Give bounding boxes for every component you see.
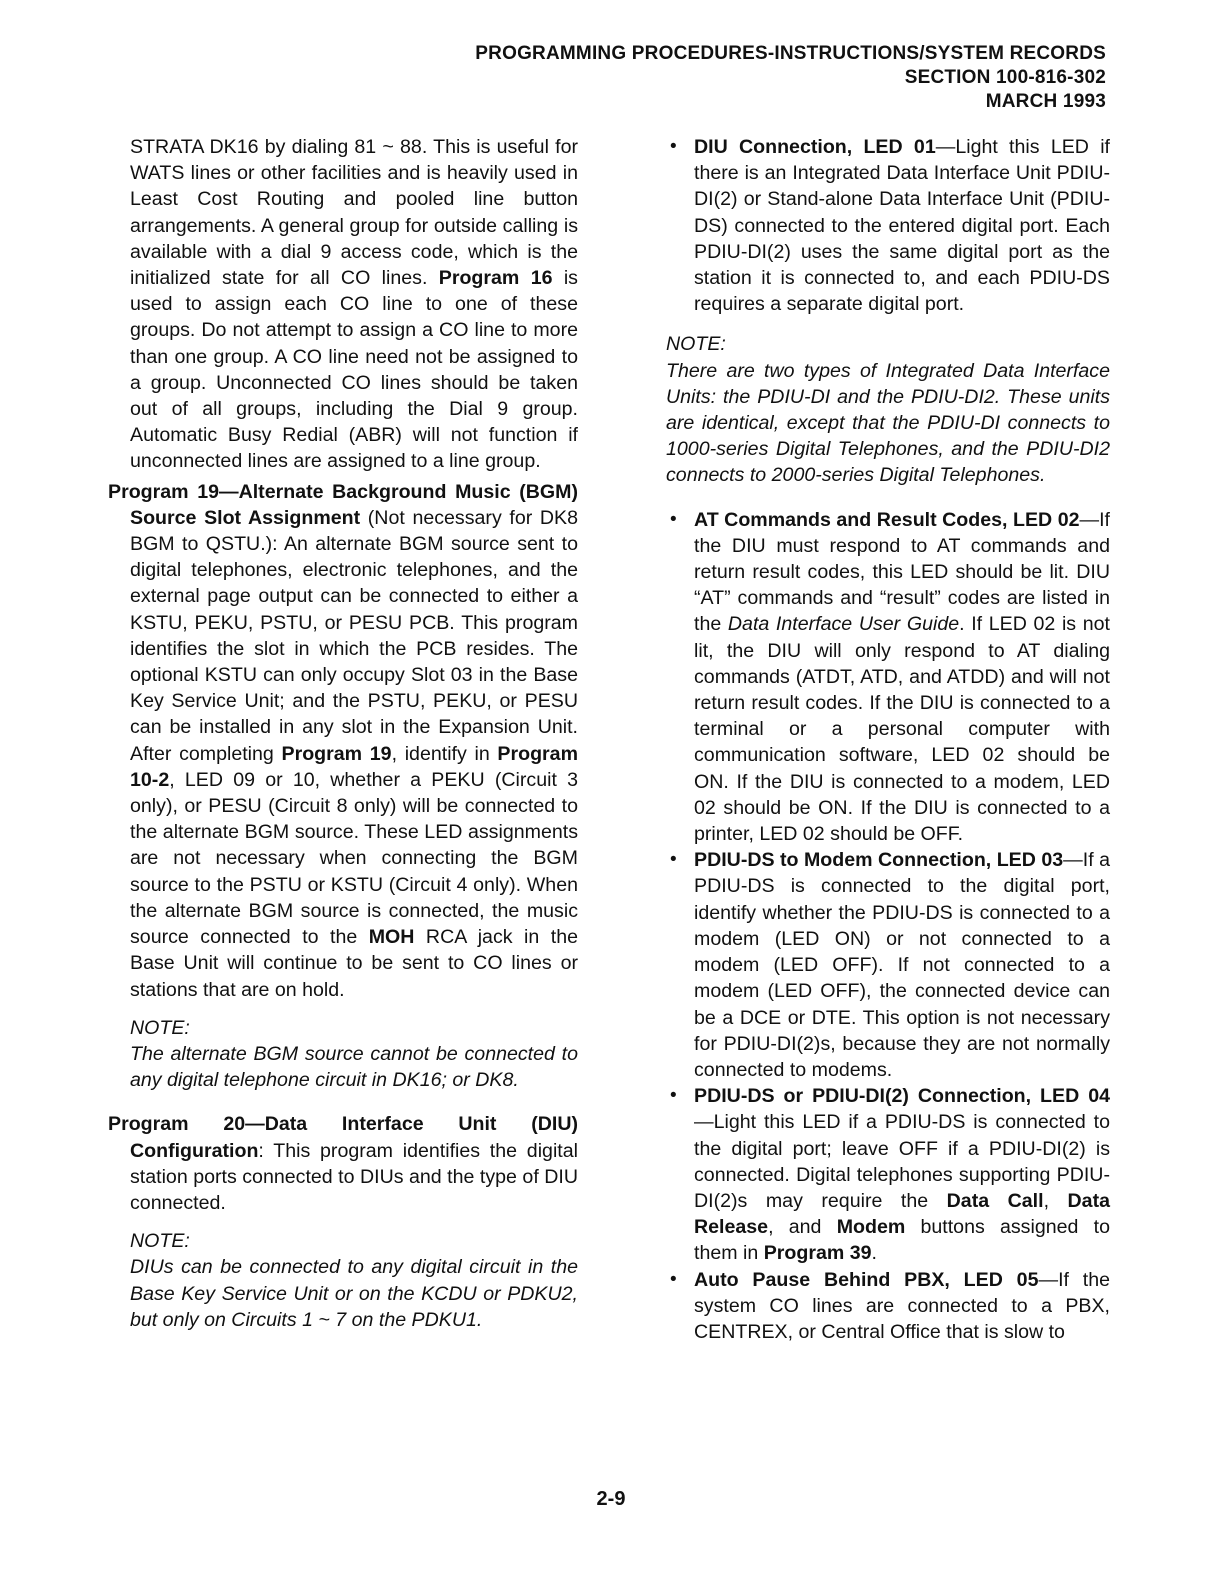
note-label: NOTE: (666, 333, 726, 356)
bullet-icon: • (670, 1085, 677, 1107)
bullet-icon: • (670, 1268, 677, 1290)
running-header (475, 42, 1106, 114)
header-date: MARCH 1993 (985, 91, 1106, 112)
header-section: SECTION 100-816-302 (904, 67, 1106, 88)
note-body: DIUs can be connected to any digital circuit in the Base Key Service Unit or on the KCDU or PDKU2, but only on Circuits 1 ~ 7 on the PDKU1. (130, 1256, 578, 1331)
bullet-icon: • (670, 136, 677, 157)
note-bgm (108, 1015, 578, 1094)
note-body: The alternate BGM source cannot be connected to any digital telephone circuit in DK16; or DK8. (130, 1042, 578, 1092)
continued-paragraph: STRATA DK16 by dialing 81 ~ 88. This is useful for WATS lines or other facilities and is heavily used in Least Cost Routing and pooled line button arrangements. A general group for outside calling is available with a dial 9 access code, which is the initialized state for all CO lines. Program 16 is used to assign each CO line to one of these groups. Do not attempt to assign a CO line to more than one group. A CO line need not be assigned to a group. Unconnected CO lines should be taken out of all groups, including the Dial 9 group. Automatic Busy Redial (ABR) will not function if unconnected lines are assigned to a line group. (130, 136, 578, 473)
list-item: • Auto Pause Behind PBX, LED 05—If the system CO lines are connected to a PBX, CENTREX, or Central Office that is slow to (670, 1268, 1110, 1343)
page-number: 2-9 (596, 1488, 626, 1510)
note-body: There are two types of Integrated Data Interface Units: the PDIU-DI and the PDIU-DI2. These units are identical, except that the PDIU-DI connects to 1000-series Digital Telephones, and the PDIU-DI2 connects to 2000-series Digital Telephones. (666, 359, 1110, 487)
note-integrated-diu (666, 331, 1110, 488)
list-item: • PDIU-DS to Modem Connection, LED 03—If a PDIU-DS is connected to the digital port, identify whether the PDIU-DS is connected to a modem (LED ON) or not connected to a modem (LED OFF). If not connected to a modem (LED OFF), the connected device can be a DCE or DTE. This option is not necessary for PDIU-DI(2)s, because they are not normally connected to modems. (670, 849, 1111, 1081)
note-label: NOTE: (130, 1230, 190, 1253)
right-column (666, 134, 1110, 1345)
bullet-icon: • (670, 849, 677, 871)
left-column (108, 134, 578, 1333)
bullet-icon: • (670, 508, 677, 530)
program-20-title: Program 20—Data Interface Unit (DIU) Configuration (108, 1113, 578, 1162)
program-19-title: Program 19—Alternate Background Music (BGM) Source Slot Assignment (108, 480, 578, 529)
list-item: • AT Commands and Result Codes, LED 02—If the DIU must respond to AT commands and return result codes, this LED should be lit. DIU “AT” commands and “result” codes are listed in the Data Interface User Guide. If LED 02 is not lit, the DIU will only respond to AT dialing commands (ATDT, ATD, and ATDD) and will not return result codes. If the DIU is connected to a terminal or a personal computer with communication software, LED 02 should be ON. If the DIU is connected to a modem, LED 02 should be ON. If the DIU is connected to a printer, LED 02 should be OFF. (670, 508, 1110, 846)
header-title: PROGRAMMING PROCEDURES-INSTRUCTIONS/SYSTEM RECORDS (475, 43, 1106, 64)
list-item: • DIU Connection, LED 01—Light this LED if there is an Integrated Data Interface Unit PDIU-DI(2) or Stand-alone Data Interface Unit (PDIU-DS) connected to the entered digital port. Each PDIU-DI(2) uses the same digital port as the station it is connected to, and each PDIU-DS requires a separate digital port. (670, 136, 1110, 316)
program-20-section: Program 20—Data Interface Unit (DIU) Configuration: This program identifies the digital station ports connected to DIUs and the type of DIU connected. (108, 1113, 578, 1214)
list-item: • PDIU-DS or PDIU-DI(2) Connection, LED 04—Light this LED if a PDIU-DS is connected to the digital port; leave OFF if a PDIU-DI(2) is connected. Digital telephones supporting PDIU-DI(2)s may require the Data Call, Data Release, and Modem buttons assigned to them in Program 39. (670, 1085, 1111, 1265)
program-19-section: Program 19—Alternate Background Music (BGM) Source Slot Assignment (Not necessary for DK8 BGM to QSTU.): An alternate BGM source sent to digital telephones, electronic telephones, and the external page output can be connected to either a KSTU, PEKU, PSTU, or PESU PCB. This program identifies the slot in which the PCB resides. The optional KSTU can only occupy Slot 03 in the Base Key Service Unit; and the PSTU, PEKU, or PESU can be installed in any slot in the Expansion Unit. After completing Program 19, identify in Program 10-2, LED 09 or 10, whether a PEKU (Circuit 3 only), or PESU (Circuit 8 only) will be connected to the alternate BGM source. These LED assignments are not necessary when connecting the BGM source to the PSTU or KSTU (Circuit 4 only). When the alternate BGM source is connected, the music source connected to the MOH RCA jack in the Base Unit will continue to be sent to CO lines or stations that are on hold. (108, 480, 579, 1001)
note-diu (108, 1228, 578, 1333)
note-label: NOTE: (130, 1016, 190, 1039)
program-16-ref: Program 16 (438, 267, 553, 290)
